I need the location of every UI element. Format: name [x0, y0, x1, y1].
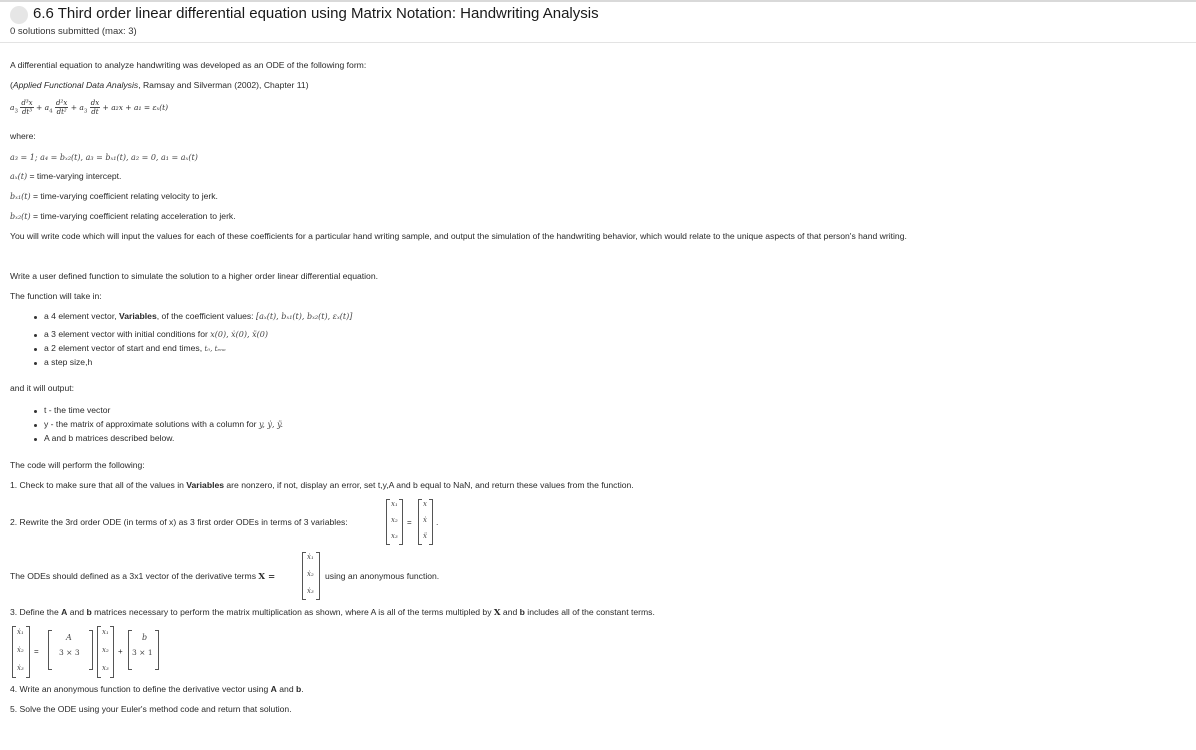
submission-count: 0 solutions submitted (max: 3) [10, 26, 137, 37]
bracket [97, 626, 101, 678]
vector-entry: x₃ [391, 532, 398, 540]
definition-intercept: aₓ(t) = time-varying intercept. [10, 171, 122, 181]
citation-book-title: Applied Functional Data Analysis [12, 80, 139, 90]
steps-intro: The code will perform the following: [10, 460, 145, 470]
vector-entry: ẋ₁ [17, 628, 24, 636]
equals-sign: = [34, 647, 39, 656]
vector-entry: ẋ₂ [307, 570, 314, 578]
coefficient-assignments: a₃ = 1; a₄ = bₓ₂(t), a₃ = bₓ₁(t), a₂ = 0, a₁ = aₓ(t) [10, 153, 198, 162]
summary-paragraph: You will write code which will input the values for each of these coefficients for a particular hand writing sample, and output the simulation of the handwriting behavior, which would relate to the unique aspects of that person's hand writing. [10, 231, 907, 241]
definition-velocity-coefficient: bₓ₁(t) = time-varying coefficient relating velocity to jerk. [10, 191, 218, 201]
bullet [34, 334, 37, 337]
step-5: 5. Solve the ODE using your Euler's method code and return that solution. [10, 704, 292, 714]
step-3: 3. Define the A and b matrices necessary to perform the matrix multiplication as shown, where A is all of the terms multipled by X and b includes all of the constant terms. [10, 607, 655, 618]
vector-entry: x₁ [391, 500, 398, 508]
vector-entry: x₃ [102, 664, 109, 672]
bracket [386, 499, 390, 545]
bracket [418, 499, 422, 545]
period: . [436, 517, 439, 527]
matrix-a-dimensions: 3 × 3 [59, 648, 80, 657]
step-2-detail: The ODEs should defined as a 3x1 vector of the derivative terms X = [10, 571, 276, 582]
bullet [34, 362, 37, 365]
vector-entry: ẋ₂ [17, 646, 24, 654]
ode-equation: $a_3$ $\frac{\text{d³x}}{\text{dt³}}$ + $a_4$ $\frac{\text{d²x}}{\text{dt²}}$ + $a_3$ $\frac{dx}{dt}$ + a₂x + a₁ = εₓ(t) [10, 99, 169, 116]
step-2: 2. Rewrite the 3rd order ODE (in terms of x) as 3 first order ODEs in terms of 3 variables: [10, 517, 348, 527]
inputs-label: The function will take in: [10, 291, 102, 301]
bullet [34, 424, 37, 427]
vector-entry: x₁ [102, 628, 109, 636]
bracket [399, 499, 403, 545]
bullet [34, 348, 37, 351]
vector-entry: ẋ₃ [307, 587, 314, 595]
bracket [89, 630, 93, 670]
vector-entry: x₂ [391, 516, 398, 524]
bracket [429, 499, 433, 545]
page-header [0, 2, 1196, 43]
output-item: A and b matrices described below. [44, 433, 175, 443]
matrix-b-label: b [142, 633, 148, 642]
output-item: y - the matrix of approximate solutions with a column for y, ẏ, ÿ. [44, 419, 284, 429]
matrix-b-dimensions: 3 × 1 [132, 648, 153, 657]
outputs-label: and it will output: [10, 383, 75, 393]
intro-line: A differential equation to analyze handwriting was developed as an ODE of the following form: [10, 60, 367, 70]
bullet [34, 316, 37, 319]
step-1: 1. Check to make sure that all of the values in Variables are nonzero, if not, display an error, set t,y,A and b equal to NaN, and return these values from the function. [10, 480, 634, 490]
plus-sign: + [118, 647, 123, 656]
vector-entry: x₂ [102, 646, 109, 654]
vector-entry: x [423, 500, 427, 508]
step-2-detail-suffix: using an anonymous function. [325, 571, 440, 581]
status-circle-icon [10, 6, 28, 24]
equals-sign: = [407, 518, 412, 527]
task-intro: Write a user defined function to simulate the solution to a higher order linear differential equation. [10, 271, 379, 281]
where-label: where: [10, 131, 36, 141]
vector-entry: ẋ₃ [17, 664, 24, 672]
bullet [34, 438, 37, 441]
vector-entry: ẍ [423, 532, 427, 540]
input-item: a 2 element vector of start and end times, t₀, tₑₙₒ [44, 343, 226, 353]
bracket [48, 630, 52, 670]
bracket [302, 552, 306, 600]
bracket [155, 630, 159, 670]
input-item: a step size,h [44, 357, 93, 367]
step-4: 4. Write an anonymous function to define the derivative vector using A and b. [10, 684, 304, 694]
bracket [26, 626, 30, 678]
page-title: 6.6 Third order linear differential equation using Matrix Notation: Handwriting Analysis [33, 5, 599, 22]
matrix-a-label: A [66, 633, 72, 642]
input-item: a 3 element vector with initial conditions for x(0), ẋ(0), ẍ(0) [44, 329, 268, 339]
bracket [316, 552, 320, 600]
bracket [12, 626, 16, 678]
bullet [34, 410, 37, 413]
output-item: t - the time vector [44, 405, 111, 415]
vector-entry: ẋ₁ [307, 553, 314, 561]
input-item: a 4 element vector, Variables, of the coefficient values: [aₓ(t), bₓ₁(t), bₓ₂(t), εₓ(t)] [44, 311, 353, 321]
vector-entry: ẋ [423, 516, 427, 524]
definition-acceleration-coefficient: bₓ₂(t) = time-varying coefficient relating acceleration to jerk. [10, 211, 236, 221]
citation: (Applied Functional Data Analysis, Ramsay and Silverman (2002), Chapter 11) [10, 80, 309, 90]
bracket [110, 626, 114, 678]
